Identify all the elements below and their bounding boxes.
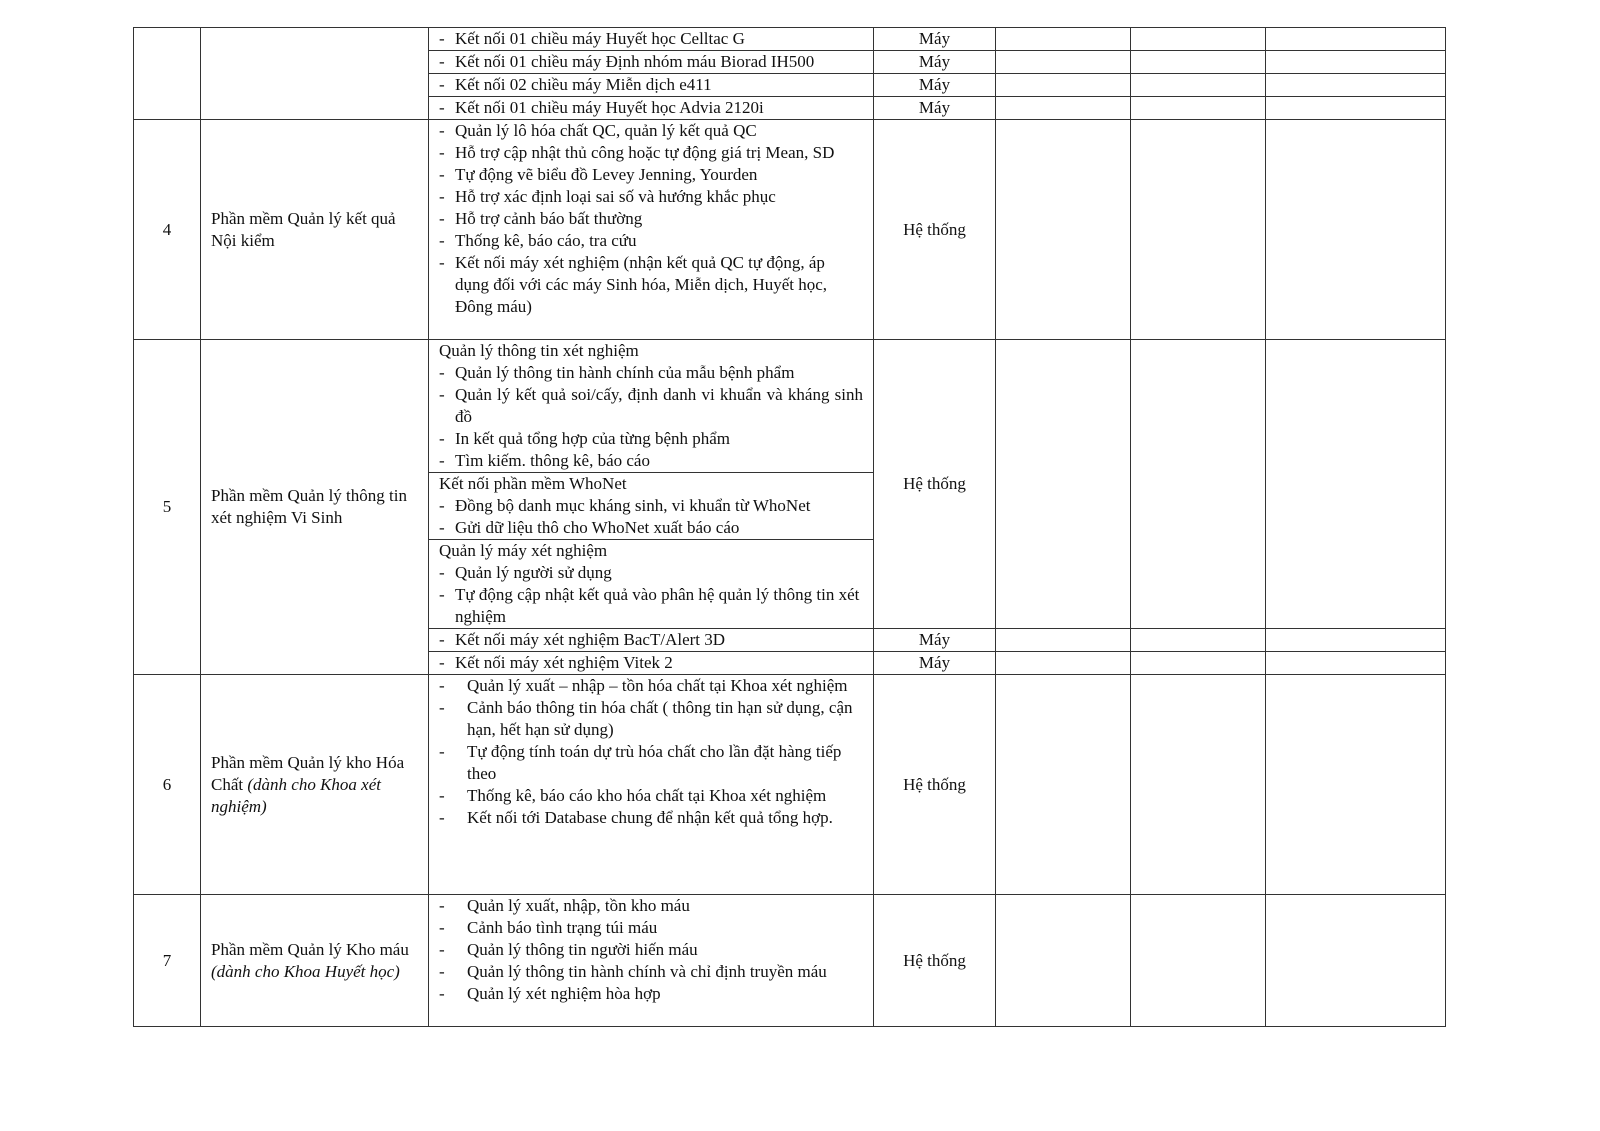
feature-text: Quản lý kết quả soi/cấy, định danh vi khuẩn và kháng sinh đồ bbox=[455, 385, 863, 426]
device-connection-text: Kết nối 01 chiều máy Huyết học Advia 2120i bbox=[455, 98, 764, 117]
description-cell: - Kết nối 01 chiều máy Huyết học Celltac G bbox=[429, 28, 874, 51]
software-name-note: (dành cho Khoa Huyết học) bbox=[211, 961, 400, 981]
feature-text: Hỗ trợ xác định loại sai số và hướng khắc phục bbox=[455, 187, 776, 206]
unit-cell: Hệ thống bbox=[874, 675, 996, 895]
empty-cell bbox=[1131, 629, 1266, 652]
empty-cell bbox=[1266, 895, 1446, 1027]
row-number: 4 bbox=[134, 120, 201, 340]
empty-cell bbox=[1131, 74, 1266, 97]
description-cell: Kết nối phần mềm WhoNet - Đồng bộ danh mục kháng sinh, vi khuẩn từ WhoNet - Gửi dữ liệu thô cho WhoNet xuất báo cáo bbox=[429, 473, 874, 540]
feature-text: In kết quả tổng hợp của từng bệnh phẩm bbox=[455, 429, 731, 448]
feature-text: Cảnh báo thông tin hóa chất ( thông tin hạn sử dụng, cận hạn, hết hạn sử dụng) bbox=[467, 698, 853, 739]
empty-cell bbox=[1266, 120, 1446, 340]
unit-cell: Máy bbox=[874, 74, 996, 97]
feature-text: Tự động vẽ biểu đồ Levey Jenning, Yourden bbox=[455, 165, 758, 184]
feature-text: Thống kê, báo cáo kho hóa chất tại Khoa xét nghiệm bbox=[467, 786, 827, 805]
empty-cell bbox=[1131, 895, 1266, 1027]
device-connection-text: Kết nối 01 chiều máy Định nhóm máu Biorad IH500 bbox=[455, 52, 815, 71]
group-title: Kết nối phần mềm WhoNet bbox=[439, 474, 627, 493]
requirements-table bbox=[133, 27, 1446, 1027]
empty-cell bbox=[1266, 97, 1446, 120]
empty-cell bbox=[1131, 51, 1266, 74]
feature-text: Gửi dữ liệu thô cho WhoNet xuất báo cáo bbox=[455, 518, 740, 537]
row-number: 5 bbox=[134, 340, 201, 675]
feature-text: Quản lý thông tin hành chính và chỉ định truyền máu bbox=[467, 962, 827, 981]
empty-cell bbox=[996, 74, 1131, 97]
empty-cell bbox=[996, 629, 1131, 652]
empty-cell bbox=[1266, 629, 1446, 652]
description-cell: Quản lý thông tin xét nghiệm - Quản lý thông tin hành chính của mẫu bệnh phẩm - Quản lý kết quả soi/cấy, định danh vi khuẩn và kháng sinh đồ - In kết quả tổng hợp của từng bệnh phẩm - Tìm kiếm. thông kê, báo cáo bbox=[429, 340, 874, 473]
empty-cell bbox=[1131, 340, 1266, 629]
feature-text: Quản lý thông tin người hiến máu bbox=[467, 940, 698, 959]
number-cell bbox=[134, 28, 201, 120]
row-number: 7 bbox=[134, 895, 201, 1027]
row-number: 6 bbox=[134, 675, 201, 895]
empty-cell bbox=[996, 28, 1131, 51]
unit-cell: Hệ thống bbox=[874, 340, 996, 629]
feature-text: Đồng bộ danh mục kháng sinh, vi khuẩn từ WhoNet bbox=[455, 496, 811, 515]
feature-text: Tự động tính toán dự trù hóa chất cho lần đặt hàng tiếp theo bbox=[467, 742, 842, 783]
empty-cell bbox=[996, 120, 1131, 340]
empty-cell bbox=[1131, 120, 1266, 340]
feature-text: Quản lý lô hóa chất QC, quản lý kết quả QC bbox=[455, 121, 757, 140]
feature-text: Hỗ trợ cảnh báo bất thường bbox=[455, 209, 643, 228]
empty-cell bbox=[1266, 652, 1446, 675]
group-title: Quản lý máy xét nghiệm bbox=[439, 541, 608, 560]
table-row bbox=[134, 120, 1446, 340]
unit-cell: Máy bbox=[874, 28, 996, 51]
device-connection-text: Kết nối 02 chiều máy Miễn dịch e411 bbox=[455, 75, 712, 94]
description-cell: - Quản lý lô hóa chất QC, quản lý kết quả QC - Hỗ trợ cập nhật thủ công hoặc tự động giá trị Mean, SD - Tự động vẽ biểu đồ Levey Jenning, Yourden - Hỗ trợ xác định loại sai số và hướng khắc phục - Hỗ trợ cảnh báo bất thường - Thống kê, báo cáo, tra cứu - Kết nối máy xét nghiệm (nhận kết quả QC tự động, áp dụng đối với các máy Sinh hóa, Miễn dịch, Huyết học, Đông máu) bbox=[429, 120, 874, 340]
description-cell: Quản lý máy xét nghiệm - Quản lý người sử dụng - Tự động cập nhật kết quả vào phân hệ quản lý thông tin xét nghiệm bbox=[429, 540, 874, 629]
software-name: Phần mềm Quản lý thông tin xét nghiệm Vi Sinh bbox=[201, 340, 429, 675]
unit-cell: Máy bbox=[874, 652, 996, 675]
empty-cell bbox=[1131, 675, 1266, 895]
name-cell bbox=[201, 28, 429, 120]
unit-cell: Hệ thống bbox=[874, 895, 996, 1027]
software-name-note: (dành cho Khoa xét nghiệm) bbox=[211, 774, 381, 816]
feature-text: Cảnh báo tình trạng túi máu bbox=[467, 918, 658, 937]
empty-cell bbox=[1131, 97, 1266, 120]
empty-cell bbox=[1266, 51, 1446, 74]
description-cell: - Kết nối 01 chiều máy Huyết học Advia 2120i bbox=[429, 97, 874, 120]
empty-cell bbox=[1131, 652, 1266, 675]
unit-cell: Hệ thống bbox=[874, 120, 996, 340]
software-name-main: Phần mềm Quản lý Kho máu bbox=[211, 939, 409, 959]
feature-text: Quản lý người sử dụng bbox=[455, 563, 612, 582]
table-row bbox=[134, 340, 1446, 473]
description-cell: - Kết nối 01 chiều máy Định nhóm máu Biorad IH500 bbox=[429, 51, 874, 74]
software-name bbox=[201, 895, 429, 1027]
group-title: Quản lý thông tin xét nghiệm bbox=[439, 341, 639, 360]
device-connection-text: Kết nối máy xét nghiệm Vitek 2 bbox=[455, 653, 673, 672]
feature-text: Tự động cập nhật kết quả vào phân hệ quản lý thông tin xét nghiệm bbox=[455, 585, 860, 626]
feature-text: Tìm kiếm. thông kê, báo cáo bbox=[455, 451, 650, 470]
description-cell: - Kết nối máy xét nghiệm BacT/Alert 3D bbox=[429, 629, 874, 652]
feature-text: Thống kê, báo cáo, tra cứu bbox=[455, 231, 637, 250]
unit-cell: Máy bbox=[874, 629, 996, 652]
software-name: Phần mềm Quản lý kết quả Nội kiểm bbox=[201, 120, 429, 340]
empty-cell bbox=[1266, 675, 1446, 895]
device-connection-text: Kết nối 01 chiều máy Huyết học Celltac G bbox=[455, 29, 745, 48]
empty-cell bbox=[996, 652, 1131, 675]
feature-text: Quản lý xét nghiệm hòa hợp bbox=[467, 984, 661, 1003]
table-row bbox=[134, 28, 1446, 51]
empty-cell bbox=[1131, 28, 1266, 51]
unit-cell: Máy bbox=[874, 97, 996, 120]
table-row bbox=[134, 675, 1446, 895]
software-name-main: Phần mềm Quản lý kho Hóa Chất bbox=[211, 752, 405, 794]
empty-cell bbox=[1266, 74, 1446, 97]
feature-text: Quản lý xuất, nhập, tồn kho máu bbox=[467, 896, 690, 915]
device-connection-text: Kết nối máy xét nghiệm BacT/Alert 3D bbox=[455, 630, 726, 649]
empty-cell bbox=[996, 340, 1131, 629]
feature-text: Hỗ trợ cập nhật thủ công hoặc tự động giá trị Mean, SD bbox=[455, 143, 835, 162]
feature-text: Quản lý xuất – nhập – tồn hóa chất tại Khoa xét nghiệm bbox=[467, 676, 848, 695]
description-cell: - Quản lý xuất, nhập, tồn kho máu - Cảnh báo tình trạng túi máu - Quản lý thông tin người hiến máu - Quản lý thông tin hành chính và chỉ định truyền máu - Quản lý xét nghiệm hòa hợp bbox=[429, 895, 874, 1027]
table-row bbox=[134, 895, 1446, 1027]
empty-cell bbox=[1266, 340, 1446, 629]
empty-cell bbox=[996, 675, 1131, 895]
description-cell: - Kết nối 02 chiều máy Miễn dịch e411 bbox=[429, 74, 874, 97]
feature-text: Quản lý thông tin hành chính của mẫu bệnh phẩm bbox=[455, 363, 795, 382]
empty-cell bbox=[996, 895, 1131, 1027]
unit-cell: Máy bbox=[874, 51, 996, 74]
feature-text: Kết nối máy xét nghiệm (nhận kết quả QC tự động, áp dụng đối với các máy Sinh hóa, Miễn dịch, Huyết học, Đông máu) bbox=[455, 253, 828, 316]
description-cell: - Quản lý xuất – nhập – tồn hóa chất tại Khoa xét nghiệm - Cảnh báo thông tin hóa chất ( thông tin hạn sử dụng, cận hạn, hết hạn sử dụng) - Tự động tính toán dự trù hóa chất cho lần đặt hàng tiếp theo - Thống kê, báo cáo kho hóa chất tại Khoa xét nghiệm - Kết nối tới Database chung để nhận kết quả tổng hợp. bbox=[429, 675, 874, 895]
empty-cell bbox=[996, 51, 1131, 74]
empty-cell bbox=[996, 97, 1131, 120]
description-cell: - Kết nối máy xét nghiệm Vitek 2 bbox=[429, 652, 874, 675]
empty-cell bbox=[1266, 28, 1446, 51]
software-name bbox=[201, 675, 429, 895]
feature-text: Kết nối tới Database chung để nhận kết quả tổng hợp. bbox=[467, 808, 833, 827]
